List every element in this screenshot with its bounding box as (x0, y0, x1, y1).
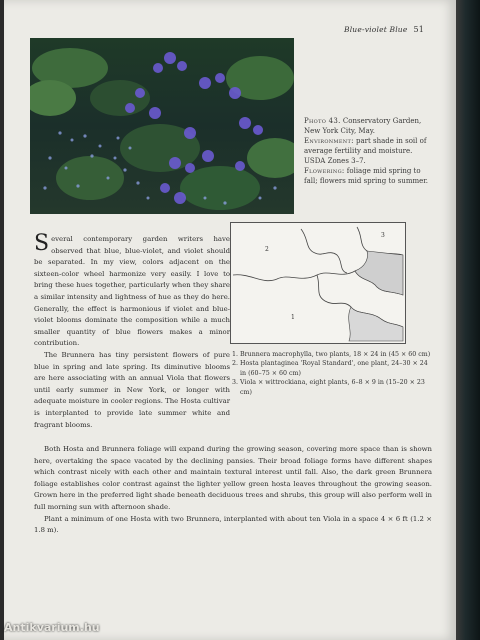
body-text-column (34, 231, 230, 431)
legend-item-1: 1. Brunnera macrophylla, two plants, 18 × 24 in (45 × 60 cm) (232, 351, 431, 358)
photo-caption (304, 116, 434, 186)
paragraph-3: Both Hosta and Brunnera foliage will expand during the growing season, covering more space than is shown here, overtaking the space vacated by the declining pansies. Their broad foliage forms have different shapes which contrast nicely with each other and maintain textural interest until fall. Also, the dark green Brunnera foliage establishes color contrast against the lighter yellow green hosta leaves throughout the growing season. Grown here in the preferred light shade beneath deciduous trees and shrubs, this group will also perform well in full morning sun with afternoon shade. (34, 445, 432, 511)
paragraph-1-text: everal contemporary garden writers have observed that blue, blue-violet, and violet should be separated. In my view, colors adjacent on the sixteen-color wheel harmonize very easily. I love to bring these hues together, particularly when they share a similar intensity and lightness of hue as they do here. Generally, the effect is harmonious if violet and blue-violet blooms dominate the composition while a much smaller quantity of blue flowers makes a minor contribution. (34, 235, 230, 348)
paragraph-2: The Brunnera has tiny persistent flowers of pure blue in spring and late spring. Its diminutive blooms are here associating with an annual Viola that flowers until early summer in New York, or longer with adequate moisture in cooler regions. The Hosta cultivar is interplanted to provide late summer white and fragrant blooms. (34, 350, 230, 429)
planting-key-diagram (230, 222, 406, 344)
caption-photo-label: Photo 43. (304, 117, 341, 125)
paragraph-1 (34, 231, 230, 350)
book-spine (456, 0, 480, 640)
page-number: 51 (413, 25, 425, 34)
garden-photo-image (30, 38, 294, 214)
caption-environment-label: Environment: (304, 137, 354, 145)
book-page (4, 0, 456, 640)
planting-key-map (231, 223, 405, 343)
key-label-1: 1 (291, 314, 295, 321)
paragraph-4: Plant a minimum of one Hosta with two Brunnera, interplanted with about ten Viola in a space 4 × 6 ft (1.2 × 1.8 m). (34, 514, 432, 535)
planting-legend (232, 350, 432, 397)
body-text-full-width (34, 444, 432, 537)
caption-flowering-label: Flowering: (304, 167, 345, 175)
running-head-title: Blue-violet Blue (344, 25, 408, 34)
key-label-3: 3 (381, 232, 385, 239)
caption-environment-text: part shade in soil of average fertility and moisture. USDA Zones 3–7. (304, 137, 427, 165)
legend-item-3: 3. Viola × wittrockiana, eight plants, 6–8 × 9 in (15–20 × 23 cm) (232, 379, 425, 396)
garden-photo (30, 38, 294, 214)
drop-cap: S (34, 231, 50, 256)
legend-item-2: 2. Hosta plantaginea 'Royal Standard', one plant, 24–30 × 24 in (60–75 × 60 cm) (232, 360, 428, 377)
running-head (344, 25, 424, 34)
caption-photo-text: Conservatory Garden, New York City, May. (304, 117, 422, 135)
watermark: Antikvarium.hu (4, 621, 100, 634)
caption-flowering-text: foliage mid spring to fall; flowers mid spring to summer. (304, 167, 429, 185)
key-label-2: 2 (265, 246, 269, 253)
